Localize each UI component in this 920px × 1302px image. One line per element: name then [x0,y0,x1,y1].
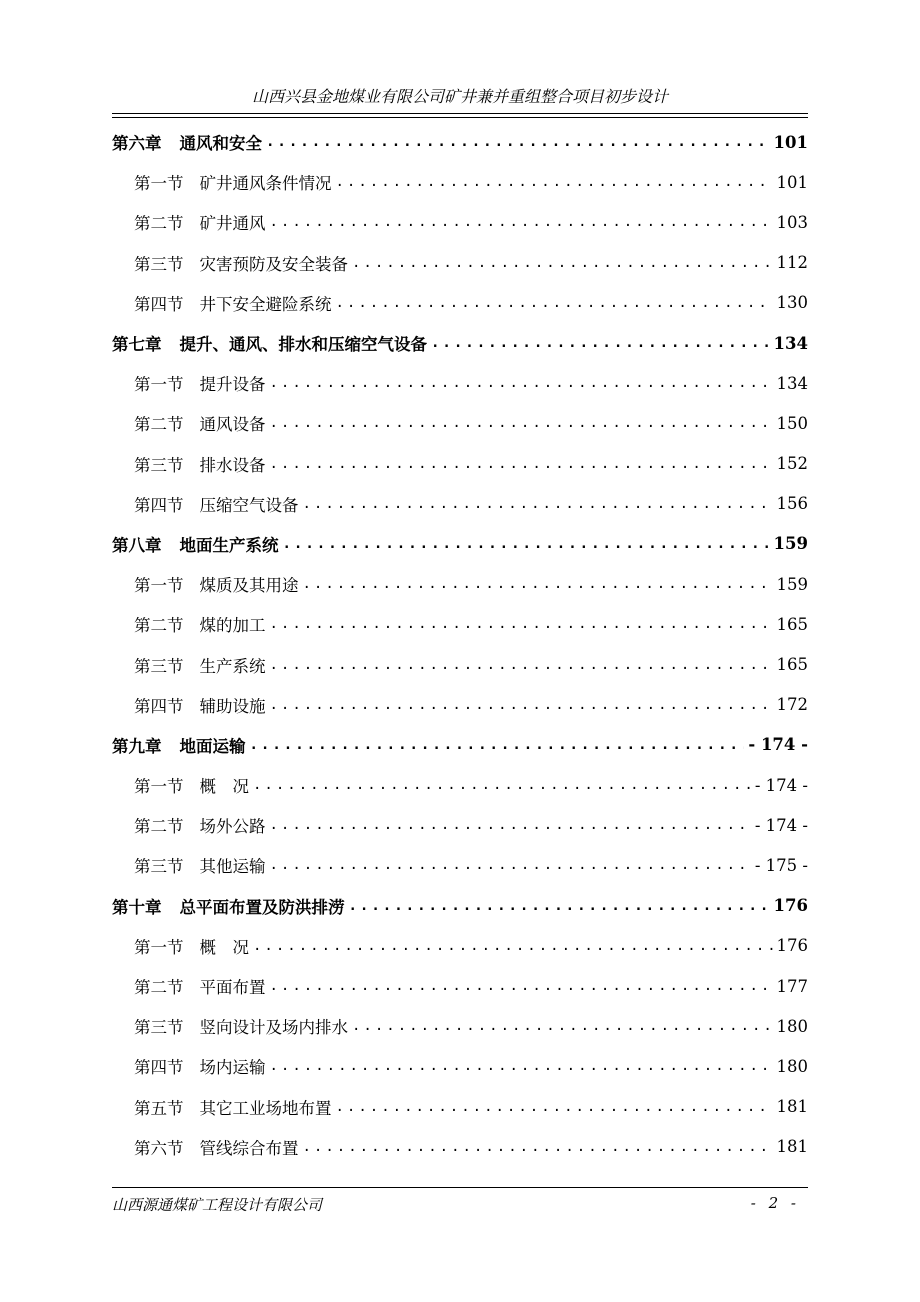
toc-section-entry[interactable] [112,283,808,323]
toc-entry-title: 灾害预防及安全装备 [199,254,348,274]
toc-dot-leader [336,1099,773,1115]
toc-entry-page: 159 [776,574,808,594]
toc-entry-number: 第三节 [134,455,184,475]
toc-entry-page: 112 [776,253,808,273]
toc-dot-leader [283,536,770,552]
toc-section-entry[interactable] [112,604,808,644]
toc-entry-page: 180 [776,1016,808,1036]
toc-entry-title: 排水设备 [199,455,266,475]
toc-section-entry[interactable] [112,1046,808,1086]
toc-entry-page: - 175 - [754,855,808,875]
table-of-contents [112,122,808,1167]
toc-entry-page: 165 [776,655,808,675]
toc-entry-title: 场内运输 [199,1058,266,1078]
toc-dot-leader [266,134,770,150]
toc-entry-page: 156 [776,494,808,514]
toc-entry-page: 101 [776,172,808,192]
toc-entry-title: 煤的加工 [199,616,266,636]
toc-entry-page: 181 [776,1137,808,1157]
footer-company: 山西源通煤矿工程设计有限公司 [112,1196,323,1214]
toc-dot-leader [270,415,773,431]
toc-entry-page: 134 [776,373,808,393]
toc-dot-leader [431,335,770,351]
toc-section-entry[interactable] [112,484,808,524]
toc-entry-page: 181 [776,1097,808,1117]
toc-entry-title: 生产系统 [199,656,266,676]
toc-entry-page: 101 [773,132,808,152]
toc-dot-leader [270,616,773,632]
toc-entry-page: 130 [776,293,808,313]
toc-entry-title: 地面生产系统 [179,535,279,555]
toc-entry-title: 通风设备 [199,415,266,435]
toc-entry-page: - 174 - [754,815,808,835]
toc-dot-leader [270,1058,773,1074]
toc-section-entry[interactable] [112,926,808,966]
toc-dot-leader [352,255,773,271]
toc-section-entry[interactable] [112,685,808,725]
toc-dot-leader [270,697,773,713]
toc-entry-number: 第一节 [134,777,184,797]
toc-entry-page: 177 [776,976,808,996]
toc-entry-page: 176 [773,896,808,916]
toc-entry-number: 第二节 [134,978,184,998]
toc-dot-leader [303,576,773,592]
toc-entry-page: - 174 - [754,775,808,795]
footer-page-number: - 2 - [750,1194,800,1212]
toc-chapter-entry[interactable] [112,725,808,765]
toc-section-entry[interactable] [112,363,808,403]
toc-dot-leader [270,817,751,833]
page-footer [112,1187,808,1215]
toc-entry-title: 平面布置 [199,978,266,998]
toc-dot-leader [250,737,745,753]
toc-entry-title: 其他运输 [199,857,266,877]
toc-entry-number: 第二节 [134,616,184,636]
toc-section-entry[interactable] [112,1006,808,1046]
toc-dot-leader [352,1018,773,1034]
toc-entry-title: 煤质及其用途 [199,576,299,596]
toc-entry-title: 概 况 [199,777,249,797]
header-title: 山西兴县金地煤业有限公司矿井兼并重组整合项目初步设计 [251,87,668,106]
toc-dot-leader [270,375,773,391]
toc-chapter-entry[interactable] [112,122,808,162]
toc-chapter-entry[interactable] [112,323,808,363]
toc-dot-leader [270,214,773,230]
toc-section-entry[interactable] [112,162,808,202]
toc-entry-title: 压缩空气设备 [199,495,299,515]
toc-entry-number: 第一节 [134,174,184,194]
toc-entry-title: 地面运输 [179,736,246,756]
toc-entry-page: 165 [776,614,808,634]
toc-entry-page: 180 [776,1056,808,1076]
toc-entry-number: 第七章 [112,335,162,355]
toc-entry-page: 103 [776,212,808,232]
toc-entry-page: 172 [776,695,808,715]
toc-entry-number: 第十章 [112,897,162,917]
toc-entry-title: 提升、通风、排水和压缩空气设备 [179,335,427,355]
toc-section-entry[interactable] [112,966,808,1006]
toc-entry-number: 第一节 [134,375,184,395]
toc-entry-number: 第二节 [134,415,184,435]
toc-entry-title: 矿井通风 [199,214,266,234]
toc-entry-number: 第九章 [112,736,162,756]
toc-section-entry[interactable] [112,805,808,845]
toc-dot-leader [270,857,751,873]
toc-entry-number: 第四节 [134,696,184,716]
toc-entry-title: 矿井通风条件情况 [199,174,332,194]
toc-section-entry[interactable] [112,202,808,242]
toc-entry-page: 159 [773,534,808,554]
toc-chapter-entry[interactable] [112,524,808,564]
toc-dot-leader [253,938,773,954]
toc-entry-number: 第六节 [134,1138,184,1158]
toc-dot-leader [270,456,773,472]
toc-entry-title: 提升设备 [199,375,266,395]
toc-entry-title: 管线综合布置 [199,1138,299,1158]
toc-entry-page: 134 [773,333,808,353]
toc-entry-title: 井下安全避险系统 [199,294,332,314]
toc-section-entry[interactable] [112,243,808,283]
toc-entry-number: 第三节 [134,656,184,676]
toc-entry-number: 第六章 [112,134,162,154]
toc-entry-title: 通风和安全 [179,134,262,154]
toc-entry-number: 第一节 [134,937,184,957]
toc-entry-number: 第四节 [134,495,184,515]
toc-dot-leader [270,657,773,673]
toc-entry-title: 竖向设计及场内排水 [199,1018,348,1038]
toc-dot-leader [253,777,751,793]
toc-entry-title: 概 况 [199,937,249,957]
toc-entry-number: 第三节 [134,254,184,274]
toc-section-entry[interactable] [112,765,808,805]
toc-entry-number: 第三节 [134,857,184,877]
page-header [112,86,808,114]
toc-entry-number: 第八章 [112,535,162,555]
toc-entry-title: 辅助设施 [199,696,266,716]
toc-section-entry[interactable] [112,403,808,443]
toc-dot-leader [303,496,773,512]
toc-section-entry[interactable] [112,644,808,684]
toc-dot-leader [336,295,773,311]
toc-entry-number: 第二节 [134,817,184,837]
toc-entry-title: 场外公路 [199,817,266,837]
toc-dot-leader [303,1139,773,1155]
toc-section-entry[interactable] [112,444,808,484]
toc-dot-leader [270,978,773,994]
toc-entry-number: 第四节 [134,1058,184,1078]
toc-entry-page: 176 [776,936,808,956]
toc-section-entry[interactable] [112,845,808,885]
toc-entry-title: 其它工业场地布置 [199,1098,332,1118]
toc-entry-number: 第四节 [134,294,184,314]
toc-entry-page: - 174 - [748,735,808,755]
toc-entry-number: 第三节 [134,1018,184,1038]
header-double-rule [112,117,808,118]
toc-dot-leader [336,174,773,190]
toc-entry-number: 第一节 [134,576,184,596]
toc-entry-number: 第五节 [134,1098,184,1118]
toc-entry-page: 152 [776,454,808,474]
toc-section-entry[interactable] [112,1127,808,1167]
toc-entry-title: 总平面布置及防洪排涝 [179,897,345,917]
toc-section-entry[interactable] [112,1087,808,1127]
toc-entry-number: 第二节 [134,214,184,234]
toc-chapter-entry[interactable] [112,886,808,926]
toc-entry-page: 150 [776,413,808,433]
toc-section-entry[interactable] [112,564,808,604]
toc-dot-leader [349,898,770,914]
